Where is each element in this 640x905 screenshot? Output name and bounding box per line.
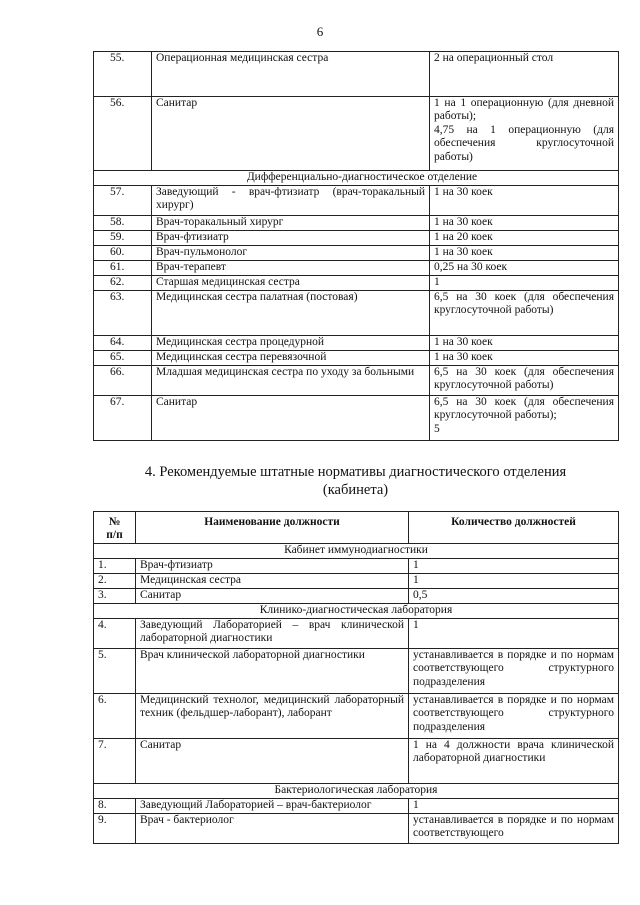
- diagnostic-table-body: [94, 544, 619, 844]
- position-name: Врач клинической лабораторной диагностики: [136, 649, 409, 694]
- position-quantity: 1 на 4 должности врача клинической лабораторной диагностики: [409, 739, 619, 784]
- position-quantity: 2 на операционный стол: [430, 52, 619, 97]
- table-row: [94, 589, 619, 604]
- section-row: [94, 544, 619, 559]
- section-label: Клинико-диагностическая лаборатория: [94, 604, 619, 619]
- position-quantity: 6,5 на 30 коек (для обеспечения круглосуточной работы): [430, 291, 619, 336]
- row-number: 7.: [94, 739, 136, 784]
- position-name: Врач-фтизиатр: [152, 231, 430, 246]
- table-row: [94, 231, 619, 246]
- position-name: Медицинская сестра палатная (постовая): [152, 291, 430, 336]
- table-row: [94, 799, 619, 814]
- position-quantity: 1 на 30 коек: [430, 216, 619, 231]
- row-number: 56.: [94, 97, 152, 171]
- position-quantity: 0,5: [409, 589, 619, 604]
- row-number: 67.: [94, 396, 152, 441]
- position-quantity: 1: [409, 799, 619, 814]
- position-quantity: 0,25 на 30 коек: [430, 261, 619, 276]
- position-name: Заведующий - врач-фтизиатр (врач-торакальный хирург): [152, 186, 430, 216]
- staffing-table-body: [94, 52, 619, 441]
- row-number: 6.: [94, 694, 136, 739]
- header-quantity: Количество должностей: [409, 512, 619, 544]
- position-name: Операционная медицинская сестра: [152, 52, 430, 97]
- position-quantity: 6,5 на 30 коек (для обеспечения круглосуточной работы); 5: [430, 396, 619, 441]
- section-row: [94, 171, 619, 186]
- position-quantity: 1: [409, 574, 619, 589]
- table-row: [94, 396, 619, 441]
- section-label: Бактериологическая лаборатория: [94, 784, 619, 799]
- row-number: 62.: [94, 276, 152, 291]
- row-number: 4.: [94, 619, 136, 649]
- table-row: [94, 336, 619, 351]
- position-name: Санитар: [152, 97, 430, 171]
- position-name: Санитар: [152, 396, 430, 441]
- table-row: [94, 366, 619, 396]
- position-quantity: 1: [430, 276, 619, 291]
- position-quantity: 1 на 1 операционную (для дневной работы); 4,75 на 1 операционную (для обеспечения круглосуточной работы): [430, 97, 619, 171]
- position-name: Санитар: [136, 589, 409, 604]
- position-quantity: 1: [409, 559, 619, 574]
- position-name: Медицинская сестра перевязочной: [152, 351, 430, 366]
- section-row: [94, 604, 619, 619]
- position-name: Медицинский технолог, медицинский лабораторный техник (фельдшер-лаборант), лаборант: [136, 694, 409, 739]
- table-header-row: [94, 512, 619, 544]
- table-row: [94, 186, 619, 216]
- table-row: [94, 351, 619, 366]
- header-number: № п/п: [94, 512, 136, 544]
- row-number: 60.: [94, 246, 152, 261]
- table-row: [94, 261, 619, 276]
- table-row: [94, 97, 619, 171]
- table-row: [94, 52, 619, 97]
- row-number: 55.: [94, 52, 152, 97]
- section-label: Кабинет иммунодиагностики: [94, 544, 619, 559]
- header-position: Наименование должности: [136, 512, 409, 544]
- position-name: Врач - бактериолог: [136, 814, 409, 844]
- position-quantity: устанавливается в порядке и по нормам соответствующего структурного подразделения: [409, 649, 619, 694]
- staffing-table-continued: [93, 51, 619, 441]
- position-quantity: 6,5 на 30 коек (для обеспечения круглосуточной работы): [430, 366, 619, 396]
- table-row: [94, 574, 619, 589]
- row-number: 8.: [94, 799, 136, 814]
- position-name: Врач-торакальный хирург: [152, 216, 430, 231]
- row-number: 58.: [94, 216, 152, 231]
- position-quantity: 1 на 30 коек: [430, 246, 619, 261]
- position-quantity: 1 на 30 коек: [430, 351, 619, 366]
- section-label: Дифференциально-диагностическое отделение: [94, 171, 619, 186]
- position-name: Заведующий Лабораторией – врач клинической лабораторной диагностики: [136, 619, 409, 649]
- row-number: 1.: [94, 559, 136, 574]
- section-title: 4. Рекомендуемые штатные нормативы диагностического отделения (кабинета): [144, 464, 567, 498]
- table-row: [94, 291, 619, 336]
- diagnostic-staffing-table: [93, 511, 619, 844]
- position-quantity: 1 на 20 коек: [430, 231, 619, 246]
- row-number: 65.: [94, 351, 152, 366]
- position-name: Санитар: [136, 739, 409, 784]
- position-name: Старшая медицинская сестра: [152, 276, 430, 291]
- row-number: 2.: [94, 574, 136, 589]
- position-name: Заведующий Лабораторией – врач-бактериолог: [136, 799, 409, 814]
- row-number: 3.: [94, 589, 136, 604]
- position-name: Медицинская сестра процедурной: [152, 336, 430, 351]
- row-number: 61.: [94, 261, 152, 276]
- position-name: Врач-терапевт: [152, 261, 430, 276]
- table-row: [94, 216, 619, 231]
- position-name: Младшая медицинская сестра по уходу за больными: [152, 366, 430, 396]
- row-number: 5.: [94, 649, 136, 694]
- table-row: [94, 246, 619, 261]
- table-row: [94, 739, 619, 784]
- row-number: 66.: [94, 366, 152, 396]
- table-row: [94, 649, 619, 694]
- table-row: [94, 619, 619, 649]
- position-name: Медицинская сестра: [136, 574, 409, 589]
- table-row: [94, 559, 619, 574]
- position-quantity: устанавливается в порядке и по нормам соответствующего: [409, 814, 619, 844]
- row-number: 57.: [94, 186, 152, 216]
- table-row: [94, 694, 619, 739]
- row-number: 63.: [94, 291, 152, 336]
- row-number: 9.: [94, 814, 136, 844]
- table-row: [94, 814, 619, 844]
- position-name: Врач-фтизиатр: [136, 559, 409, 574]
- row-number: 64.: [94, 336, 152, 351]
- section-row: [94, 784, 619, 799]
- position-name: Врач-пульмонолог: [152, 246, 430, 261]
- table-row: [94, 276, 619, 291]
- position-quantity: 1 на 30 коек: [430, 336, 619, 351]
- page-number: 6: [316, 24, 324, 39]
- position-quantity: устанавливается в порядке и по нормам соответствующего структурного подразделения: [409, 694, 619, 739]
- position-quantity: 1 на 30 коек: [430, 186, 619, 216]
- position-quantity: 1: [409, 619, 619, 649]
- row-number: 59.: [94, 231, 152, 246]
